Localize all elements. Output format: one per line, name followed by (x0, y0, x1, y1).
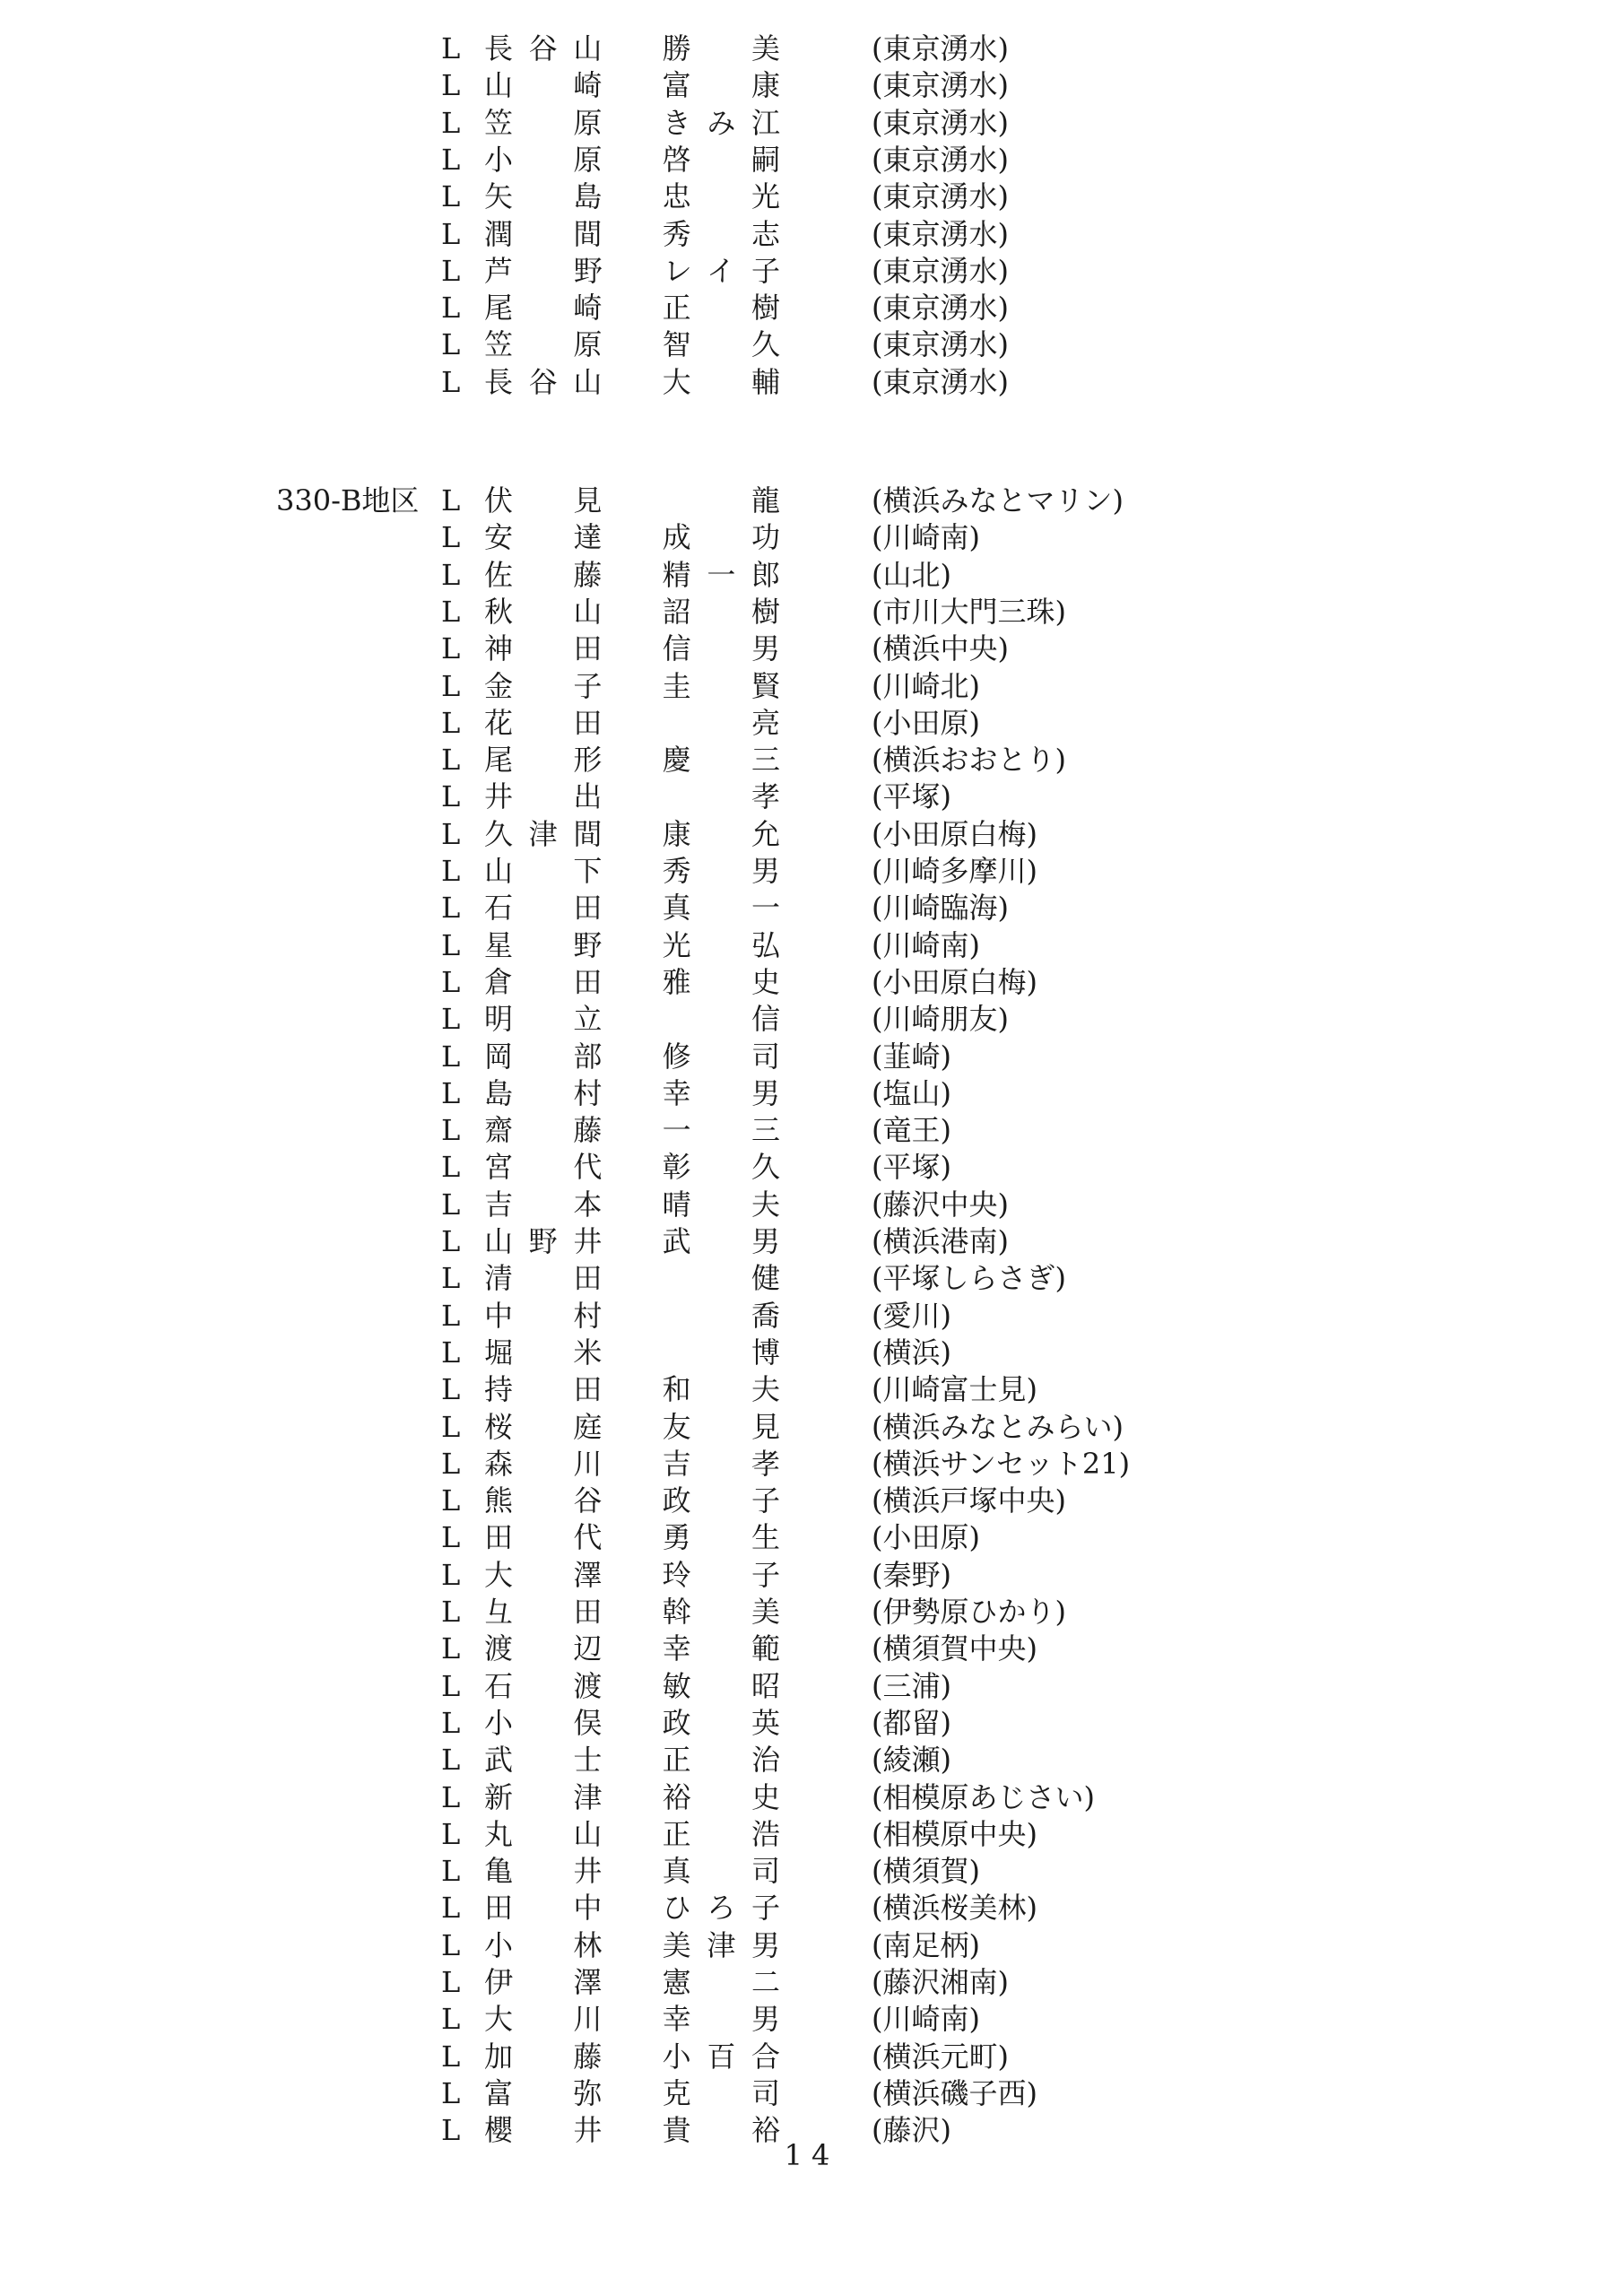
member-club: (市川大門三珠) (872, 595, 1066, 629)
member-row (0, 519, 1623, 556)
member-row (0, 1149, 1623, 1186)
member-name: 佐 藤 精一郎 (484, 558, 780, 592)
member-club: (東京湧水) (872, 291, 1009, 325)
member-prefix: L (441, 1631, 461, 1665)
member-prefix: L (441, 595, 461, 629)
member-prefix: L (441, 1187, 461, 1222)
member-name: 久津間 康 允 (484, 817, 780, 851)
member-name: 小 原 啓 嗣 (484, 143, 780, 177)
member-name: 島 村 幸 男 (484, 1076, 780, 1110)
member-prefix: L (441, 1595, 461, 1629)
member-row (0, 364, 1623, 401)
member-club: (平塚) (872, 779, 951, 813)
member-name: 櫻 井 貴 裕 (484, 2113, 780, 2147)
member-name: 矢 島 忠 光 (484, 179, 780, 213)
member-club: (相模原あじさい) (872, 1780, 1095, 1814)
member-name: 加 藤 小百合 (484, 2039, 780, 2074)
member-prefix: L (441, 291, 461, 325)
member-club: (川崎北) (872, 669, 980, 703)
member-prefix: L (441, 1854, 461, 1888)
member-club: (川崎南) (872, 520, 980, 554)
member-name: 芦 野 レイ子 (484, 254, 780, 288)
member-name: 亀 井 真 司 (484, 1854, 780, 1888)
member-row (0, 1557, 1623, 1594)
member-name: 長谷山 勝 美 (484, 31, 780, 65)
member-club: (愛川) (872, 1299, 951, 1333)
member-name: 尾 形 慶 三 (484, 743, 780, 777)
member-club: (小田原) (872, 1520, 980, 1554)
member-prefix: L (441, 1965, 461, 1999)
member-row (0, 1742, 1623, 1779)
member-club: (横浜みなとみらい) (872, 1410, 1124, 1444)
member-row (0, 668, 1623, 705)
member-row (0, 816, 1623, 853)
member-row (0, 2039, 1623, 2075)
member-name: 長谷山 大 輔 (484, 365, 780, 399)
member-prefix: L (441, 1335, 461, 1370)
member-row (0, 290, 1623, 326)
member-club: (南足柄) (872, 1928, 980, 1962)
member-prefix: L (441, 1706, 461, 1740)
member-prefix: L (441, 631, 461, 665)
member-name: 山 崎 富 康 (484, 68, 780, 102)
member-prefix: L (441, 1113, 461, 1147)
member-club: (平塚しらさぎ) (872, 1261, 1066, 1295)
member-club: (横浜元町) (872, 2039, 1009, 2074)
member-prefix: L (441, 2039, 461, 2074)
member-prefix: L (441, 706, 461, 740)
member-row (0, 1001, 1623, 1038)
member-club: (東京湧水) (872, 327, 1009, 361)
member-name: 星 野 光 弘 (484, 928, 780, 962)
member-club: (東京湧水) (872, 143, 1009, 177)
member-name: 石 渡 敏 昭 (484, 1669, 780, 1703)
member-club: (小田原白梅) (872, 965, 1037, 999)
member-prefix: L (441, 365, 461, 399)
member-name: 宮 代 彰 久 (484, 1150, 780, 1184)
member-row (0, 853, 1623, 890)
member-name: 小 林 美津男 (484, 1928, 780, 1962)
member-prefix: L (441, 1039, 461, 1074)
member-name: 小 俣 政 英 (484, 1706, 780, 1740)
member-club: (東京湧水) (872, 365, 1009, 399)
member-prefix: L (441, 1299, 461, 1333)
member-club: (横浜港南) (872, 1224, 1009, 1258)
member-name: 田 中 ひろ子 (484, 1891, 780, 1925)
member-name: 倉 田 雅 史 (484, 965, 780, 999)
member-prefix: L (441, 928, 461, 962)
member-name: 神 田 信 男 (484, 631, 780, 665)
member-club: (藤沢中央) (872, 1187, 1009, 1222)
member-name: 岡 部 修 司 (484, 1039, 780, 1074)
member-club: (横浜中央) (872, 631, 1009, 665)
member-club: (横浜桜美林) (872, 1891, 1037, 1925)
member-row (0, 2001, 1623, 2038)
member-row (0, 1446, 1623, 1483)
member-row (0, 483, 1623, 519)
member-club: (川崎臨海) (872, 891, 1009, 925)
member-club: (東京湧水) (872, 106, 1009, 140)
member-club: (小田原) (872, 706, 980, 740)
member-club: (川崎朋友) (872, 1002, 1009, 1036)
member-name: 潤 間 秀 志 (484, 217, 780, 251)
member-row (0, 67, 1623, 104)
member-prefix: L (441, 31, 461, 65)
member-prefix: L (441, 817, 461, 851)
member-name: 丸 山 正 浩 (484, 1817, 780, 1851)
member-row (0, 2075, 1623, 2112)
member-club: (川崎南) (872, 2002, 980, 2036)
member-row (0, 964, 1623, 1001)
member-row (0, 705, 1623, 742)
member-club: (伊勢原ひかり) (872, 1595, 1066, 1629)
member-club: (横浜みなとマリン) (872, 483, 1124, 517)
member-name: 笠 原 きみ江 (484, 106, 780, 140)
member-name: 堀 米 博 (484, 1335, 780, 1370)
member-prefix: L (441, 891, 461, 925)
member-name: 山 下 秀 男 (484, 854, 780, 888)
member-club: (横浜戸塚中央) (872, 1483, 1066, 1518)
member-name: 大 川 幸 男 (484, 2002, 780, 2036)
member-club: (東京湧水) (872, 179, 1009, 213)
member-row (0, 1371, 1623, 1408)
member-row (0, 178, 1623, 215)
member-name: 伊 澤 憲 二 (484, 1965, 780, 1999)
member-club: (東京湧水) (872, 217, 1009, 251)
member-name: 森 川 吉 孝 (484, 1447, 780, 1481)
member-row (0, 1853, 1623, 1890)
member-prefix: L (441, 2076, 461, 2110)
member-club: (小田原白梅) (872, 817, 1037, 851)
member-prefix: L (441, 1520, 461, 1554)
member-club: (横浜おおとり) (872, 743, 1066, 777)
member-name: 中 村 喬 (484, 1299, 780, 1333)
member-row (0, 1964, 1623, 2001)
member-row (0, 1705, 1623, 1742)
member-prefix: L (441, 1261, 461, 1295)
member-name: 彑 田 斡 美 (484, 1595, 780, 1629)
member-row (0, 326, 1623, 363)
member-name: 田 代 勇 生 (484, 1520, 780, 1554)
member-row (0, 1519, 1623, 1556)
member-club: (川崎南) (872, 928, 980, 962)
member-club: (秦野) (872, 1558, 951, 1592)
member-row (0, 1075, 1623, 1112)
member-row (0, 30, 1623, 67)
member-prefix: L (441, 1483, 461, 1518)
member-prefix: L (441, 254, 461, 288)
member-row (0, 1631, 1623, 1667)
member-club: (平塚) (872, 1150, 951, 1184)
member-prefix: L (441, 558, 461, 592)
member-prefix: L (441, 1372, 461, 1406)
member-row (0, 1223, 1623, 1260)
district-label: 330-B地区 (276, 483, 420, 517)
member-row (0, 778, 1623, 815)
member-club: (藤沢) (872, 2113, 951, 2147)
member-name: 笠 原 智 久 (484, 327, 780, 361)
member-name: 熊 谷 政 子 (484, 1483, 780, 1518)
member-prefix: L (441, 2113, 461, 2147)
member-club: (横須賀中央) (872, 1631, 1037, 1665)
member-name: 尾 崎 正 樹 (484, 291, 780, 325)
member-club: (横須賀) (872, 1854, 980, 1888)
member-name: 清 田 健 (484, 1261, 780, 1295)
member-row (0, 557, 1623, 594)
member-name: 伏 見 龍 (484, 483, 780, 517)
member-row (0, 1816, 1623, 1853)
member-club: (東京湧水) (872, 254, 1009, 288)
member-row (0, 1039, 1623, 1075)
member-prefix: L (441, 1669, 461, 1703)
member-row (0, 1187, 1623, 1223)
member-prefix: L (441, 1150, 461, 1184)
member-name: 吉 本 晴 夫 (484, 1187, 780, 1222)
member-club: (塩山) (872, 1076, 951, 1110)
member-row (0, 1890, 1623, 1926)
member-name: 齋 藤 一 三 (484, 1113, 780, 1147)
member-row (0, 1594, 1623, 1631)
member-name: 富 弥 克 司 (484, 2076, 780, 2110)
member-prefix: L (441, 854, 461, 888)
member-row (0, 1112, 1623, 1149)
member-prefix: L (441, 143, 461, 177)
member-club: (藤沢湘南) (872, 1965, 1009, 1999)
member-prefix: L (441, 1780, 461, 1814)
member-club: (都留) (872, 1706, 951, 1740)
member-row (0, 927, 1623, 964)
member-prefix: L (441, 327, 461, 361)
member-row (0, 890, 1623, 926)
member-name: 新 津 裕 史 (484, 1780, 780, 1814)
member-row (0, 1483, 1623, 1519)
member-prefix: L (441, 1817, 461, 1851)
member-club: (竜王) (872, 1113, 951, 1147)
member-name: 大 澤 玲 子 (484, 1558, 780, 1592)
member-row (0, 1668, 1623, 1705)
member-prefix: L (441, 217, 461, 251)
member-club: (川崎多摩川) (872, 854, 1037, 888)
member-row (0, 1927, 1623, 1964)
member-prefix: L (441, 1076, 461, 1110)
member-name: 武 士 正 治 (484, 1743, 780, 1777)
member-club: (三浦) (872, 1669, 951, 1703)
member-name: 秋 山 詔 樹 (484, 595, 780, 629)
member-prefix: L (441, 106, 461, 140)
member-name: 桜 庭 友 見 (484, 1410, 780, 1444)
member-row (0, 1298, 1623, 1335)
member-prefix: L (441, 2002, 461, 2036)
member-name: 井 出 孝 (484, 779, 780, 813)
member-club: (韮崎) (872, 1039, 951, 1074)
member-row (0, 631, 1623, 667)
member-club: (横浜サンセット21) (872, 1447, 1131, 1481)
member-name: 安 達 成 功 (484, 520, 780, 554)
member-row (0, 1335, 1623, 1371)
member-prefix: L (441, 669, 461, 703)
member-prefix: L (441, 179, 461, 213)
member-prefix: L (441, 1928, 461, 1962)
member-prefix: L (441, 483, 461, 517)
member-prefix: L (441, 743, 461, 777)
member-name: 渡 辺 幸 範 (484, 1631, 780, 1665)
member-row (0, 105, 1623, 142)
member-row (0, 1409, 1623, 1446)
member-row (0, 216, 1623, 253)
member-prefix: L (441, 1743, 461, 1777)
member-club: (川崎富士見) (872, 1372, 1037, 1406)
page-number: 14 (784, 2138, 839, 2172)
member-club: (綾瀬) (872, 1743, 951, 1777)
member-row (0, 594, 1623, 631)
member-row (0, 742, 1623, 778)
member-row (0, 1260, 1623, 1297)
member-club: (東京湧水) (872, 68, 1009, 102)
member-prefix: L (441, 1891, 461, 1925)
member-club: (横浜) (872, 1335, 951, 1370)
member-name: 持 田 和 夫 (484, 1372, 780, 1406)
member-prefix: L (441, 779, 461, 813)
member-name: 石 田 真 一 (484, 891, 780, 925)
member-name: 明 立 信 (484, 1002, 780, 1036)
member-prefix: L (441, 1224, 461, 1258)
member-club: (相模原中央) (872, 1817, 1037, 1851)
member-prefix: L (441, 1002, 461, 1036)
member-name: 山野井 武 男 (484, 1224, 780, 1258)
member-prefix: L (441, 965, 461, 999)
member-prefix: L (441, 1410, 461, 1444)
member-club: (横浜磯子西) (872, 2076, 1037, 2110)
member-name: 金 子 圭 賢 (484, 669, 780, 703)
member-name: 花 田 亮 (484, 706, 780, 740)
member-row (0, 142, 1623, 178)
member-prefix: L (441, 68, 461, 102)
member-prefix: L (441, 1558, 461, 1592)
member-club: (山北) (872, 558, 951, 592)
member-prefix: L (441, 1447, 461, 1481)
member-row (0, 1779, 1623, 1816)
member-prefix: L (441, 520, 461, 554)
member-row (0, 253, 1623, 290)
member-club: (東京湧水) (872, 31, 1009, 65)
